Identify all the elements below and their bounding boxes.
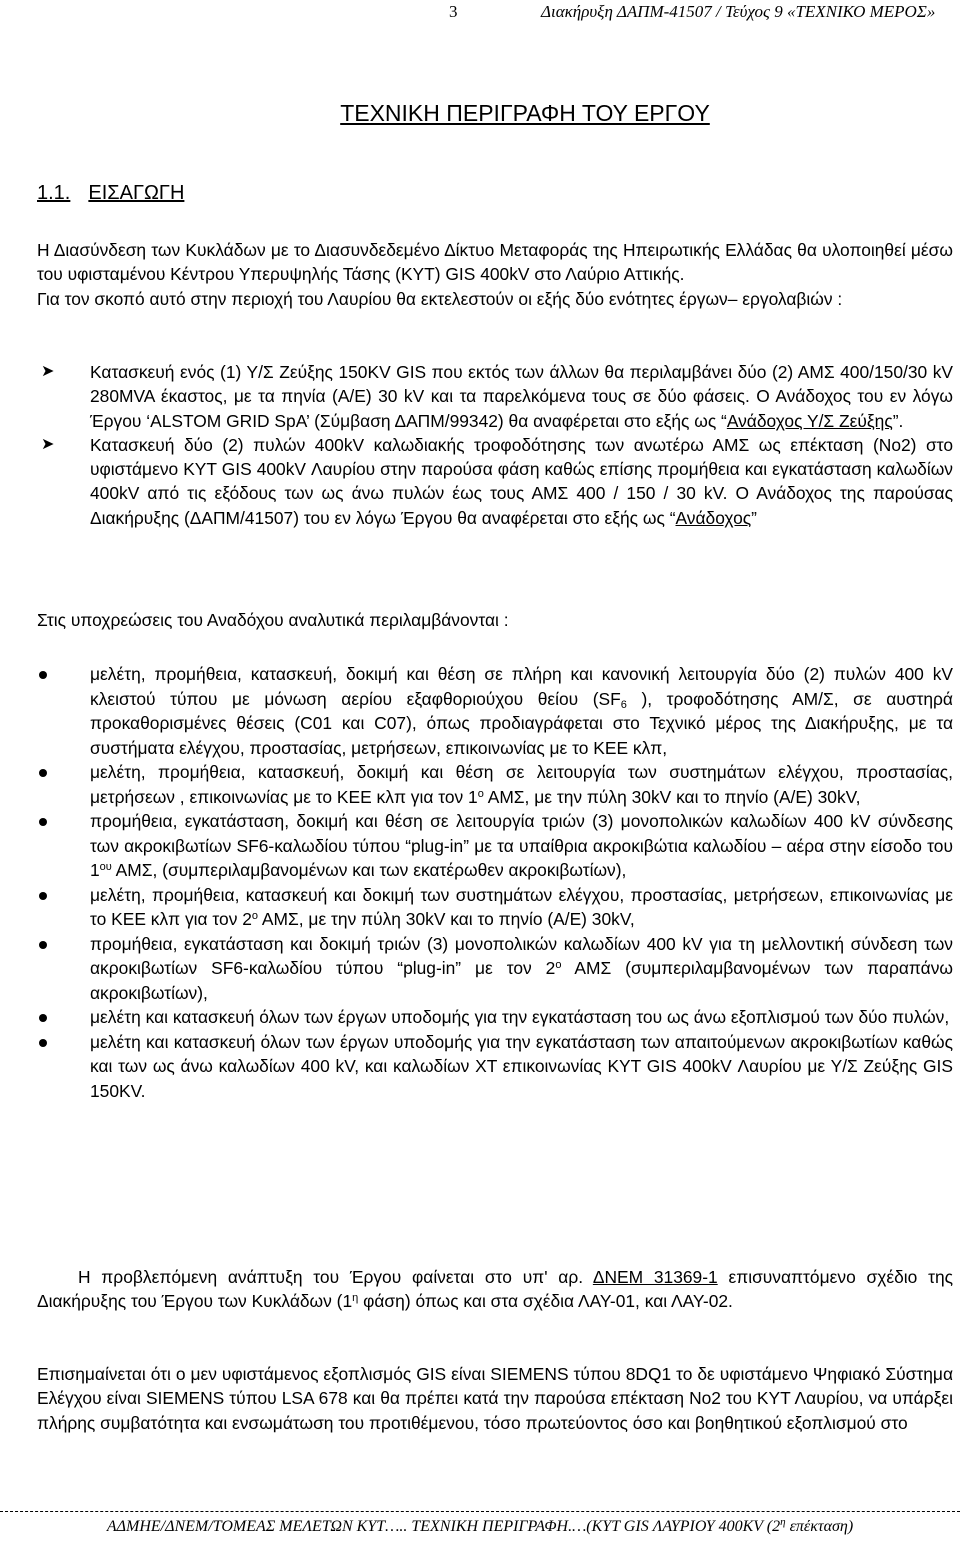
list-item: μελέτη και κατασκευή όλων των έργων υποδομής για την εγκατάσταση του ως άνω εξοπλισμού των δύο πυλών,	[37, 1005, 953, 1030]
defined-term: Ανάδοχος Υ/Σ Ζεύξης	[726, 410, 893, 431]
page-footer: ΑΔΜΗΕ/ΔΝΕΜ/ΤΟΜΕΑΣ ΜΕΛΕΤΩΝ ΚΥΤ….. ΤΕΧΝΙΚΗ ΠΕΡΙΓΡΑΦΗ.…(ΚΥΤ GIS ΛΑΥΡΙΟΥ 400KV ($2^\eta$ επέκταση)	[106, 1516, 854, 1535]
defined-term: Ανάδοχος	[675, 507, 752, 528]
page-number: 3	[449, 2, 458, 21]
bullet-dot-icon	[39, 941, 47, 949]
obligations-intro: Στις υποχρεώσεις του Αναδόχου αναλυτικά περιλαμβάνονται :	[37, 610, 509, 630]
footer-divider	[0, 1511, 960, 1512]
list-item: προμήθεια, εγκατάσταση, δοκιμή και θέση σε λειτουργία τριών (3) μονοπολικών καλωδίων 400 kV σύνδεσης των ακροκιβωτίων SF6-καλωδίου τύπου “plug-in” με τα υπαίθρια ακροκιβώτια καλωδίου – αέρα στην είσοδο του $1^{o\upsilon}$ ΑΜΣ, (συμπεριλαμβανομένων και των εκατέρωθεν ακροκιβωτίων),	[37, 809, 953, 883]
list-item: μελέτη, προμήθεια, κατασκευή, δοκιμή και θέση σε πλήρη και κανονική λειτουργία δύο (2) πυλών 400 kV κλειστού τύπου με μόνωση αερίου εξαφθοριούχου θείου ($SF_6$ ), τροφοδότησης ΑΜ/Σ, σε αυστηρά προκαθορισμένες θέσεις (C01 και C07), όπως προδιαγράφεται στο Τεχνικό μέρος της Διακήρυξης, με τα συστήματα ελέγχου, προστασίας, μετρήσεων, επικοινωνίας με το ΚΕΕ κλπ,	[37, 662, 953, 760]
bullet-dot-icon	[39, 892, 47, 900]
document-title: ΤΕΧΝΙΚΗ ΠΕΡΙΓΡΑΦΗ ΤΟΥ ΕΡΓΟΥ	[340, 100, 710, 126]
intro-paragraph-1: Η Διασύνδεση των Κυκλάδων με το Διασυνδεδεμένο Δίκτυο Μεταφοράς της Ηπειρωτικής Ελλάδας θα υλοποιηθεί μέσω του υφισταμένου Κέντρου Υπερυψηλής Τάσης (ΚΥΤ) GIS 400kV στο Λαύριο Αττικής.	[37, 240, 953, 285]
list-item: μελέτη, προμήθεια, κατασκευή και δοκιμή των συστημάτων ελέγχου, προστασίας, μετρήσεων, επικοινωνίας με το ΚΕΕ κλπ για τον $2^o$ ΑΜΣ, με την πύλη 30kV και το πηνίο (Α/Ε) 30kV,	[37, 883, 953, 932]
list-item: ➤ Κατασκευή δύο (2) πυλών 400kV καλωδιακής τροφοδότησης των ανωτέρω ΑΜΣ ως επέκταση (Νο2) στο υφιστάμενο ΚΥΤ GIS 400kV Λαυρίου στην παρούσα φάση καθώς επίσης προμήθεια και εγκατάσταση καλωδίων 400kV από τις εξόδους των ως άνω πυλών έως τους ΑΜΣ 400 / 150 / 30 kV. Ο Ανάδοχος της παρούσας Διακήρυξης (ΔΑΠΜ/41507) του εν λόγω Έργου θα αναφέρεται στο εξής ως “Ανάδοχος”	[41, 434, 953, 528]
list-item: μελέτη, προμήθεια, κατασκευή, δοκιμή και θέση σε λειτουργία των συστημάτων ελέγχου, προστασίας, μετρήσεων , επικοινωνίας με το ΚΕΕ κλπ για τον $1^o$ ΑΜΣ, με την πύλη 30kV και το πηνίο (Α/Ε) 30kV,	[37, 760, 953, 809]
page-header	[0, 2, 960, 24]
drawing-reference: ΔΝΕΜ 31369-1	[592, 1267, 718, 1287]
siemens-paragraph: Επισημαίνεται ότι ο μεν υφιστάμενος εξοπλισμός GIS είναι SIEMENS τύπου 8DQ1 το δε υφιστάμενο Ψηφιακό Σύστημα Ελέγχου είναι SIEMENS τύπου LSA 678 και θα πρέπει κατά την παρούσα επέκταση Νο2 του ΚΥΤ Λαυρίου, να υπάρξει πλήρης συμβατότητα και ενσωμάτωση του προτιθέμενου, τόσο πρωτεύοντος όσο και βοηθητικού εξοπλισμού στο	[37, 1364, 953, 1433]
section-title: ΕΙΣΑΓΩΓΗ	[88, 182, 185, 204]
intro-paragraph-2: Για τον σκοπό αυτό στην περιοχή του Λαυρίου θα εκτελεστούν οι εξής δύο ενότητες έργων– εργολαβιών :	[37, 288, 843, 309]
section-heading	[37, 182, 184, 205]
arrow-bullet-icon: ➤	[41, 435, 55, 453]
header-reference: Διακήρυξη ΔΑΠΜ-41507 / Τεύχος 9 «ΤΕΧΝΙΚΟ ΜΕΡΟΣ»	[541, 2, 936, 21]
list-item: προμήθεια, εγκατάσταση και δοκιμή τριών (3) μονοπολικών καλωδίων 400 kV για τη μελλοντική σύνδεση των ακροκιβωτίων SF6-καλωδίου τύπου “plug-in” με τον $2^o$ ΑΜΣ (συμπεριλαμβανομένων των παραπάνω ακροκιβωτίων),	[37, 932, 953, 1006]
works-list	[37, 360, 953, 530]
arrow-bullet-icon: ➤	[41, 363, 55, 380]
section-number: 1.1.	[37, 182, 71, 204]
bullet-dot-icon	[39, 818, 47, 826]
drawings-paragraph: Η προβλεπόμενη ανάπτυξη του Έργου φαίνεται στο υπ' αρ. ΔΝΕΜ 31369-1 επισυναπτόμενο σχέδιο της Διακήρυξης του Έργου των Κυκλάδων ($1^\eta$ φάση) όπως και στα σχέδια ΛΑΥ-01, και ΛΑΥ-02.	[37, 1267, 953, 1312]
bullet-dot-icon	[39, 1039, 47, 1047]
bullet-dot-icon	[39, 671, 47, 679]
list-item: ➤ Κατασκευή ενός (1) Υ/Σ Ζεύξης 150KV GIS που εκτός των άλλων θα περιλαμβάνει δύο (2) ΑΜΣ 400/150/30 kV 280MVA έκαστος, με τα πηνία (Α/Ε) 30 kV και τα παρελκόμενα τους σε δύο φάσεις. Ο Ανάδοχος του εν λόγω Έργου ‘ALSTOM GRID SpA’ (Σύμβαση ΔΑΠΜ/99342) θα αναφέρεται στο εξής ως “Ανάδοχος Υ/Σ Ζεύξης”.	[41, 362, 953, 431]
obligations-list	[37, 662, 953, 1103]
bullet-dot-icon	[39, 769, 47, 777]
bullet-dot-icon	[39, 1014, 47, 1022]
list-item: μελέτη και κατασκευή όλων των έργων υποδομής για την εγκατάσταση των απαιτούμενων ακροκιβωτίων καθώς και των ως άνω καλωδίων 400 kV, και καλωδίων ΧΤ επικοινωνίας ΚΥΤ GIS 400kV Λαυρίου με Υ/Σ Ζεύξης GIS 150KV.	[37, 1030, 953, 1104]
intro-text	[37, 238, 953, 311]
